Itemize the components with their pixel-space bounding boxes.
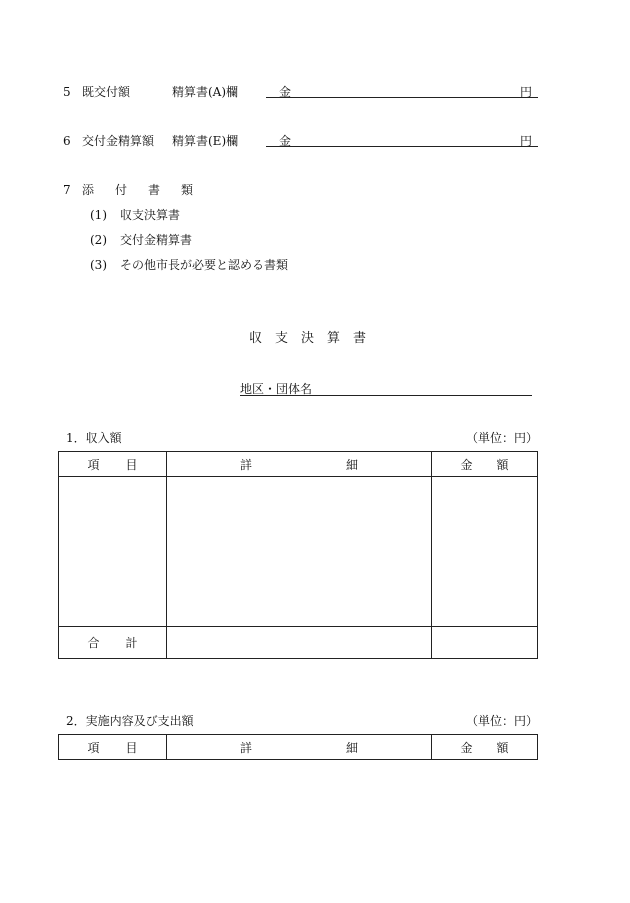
income-total-label: [59, 627, 167, 659]
income-total-amount-cell[interactable]: [432, 627, 538, 659]
item6-yen-prefix: 金: [279, 134, 292, 148]
income-total-char-1: 合: [87, 636, 100, 650]
expense-header-amount-char-2: 額: [496, 740, 509, 755]
income-header-amount-char-1: 金: [460, 457, 473, 472]
item5-yen-prefix: 金: [279, 85, 292, 99]
section2-unit: （単位：円）: [466, 714, 539, 728]
item7-label-char-2: 付: [115, 183, 128, 197]
income-header-detail-char-2: 細: [346, 457, 359, 472]
attachment-text-2: 交付金精算書: [120, 233, 193, 247]
income-body-detail-cell[interactable]: [167, 477, 432, 627]
income-header-item: [59, 452, 167, 477]
income-total-detail-cell[interactable]: [167, 627, 432, 659]
attachment-marker-3: (3): [90, 258, 107, 272]
section2-heading: 2．実施内容及び支出額: [66, 714, 194, 728]
expense-header-detail: [167, 735, 432, 760]
item6-yen-suffix: 円: [520, 134, 533, 148]
expense-header-amount-char-1: 金: [460, 740, 473, 755]
settlement-title-char-2: 支: [275, 331, 289, 346]
section1-unit: （単位：円）: [466, 431, 539, 445]
item7-number: 7: [63, 183, 71, 197]
org-name-label: 地区・団体名: [240, 382, 313, 396]
expense-table-header-row: [59, 735, 538, 760]
income-table-total-row: [59, 627, 538, 659]
item6-number: 6: [63, 134, 71, 148]
attachment-text-3: その他市長が必要と認める書類: [120, 258, 289, 272]
expense-table: [58, 734, 538, 760]
income-header-detail-char-1: 詳: [239, 457, 252, 472]
expense-header-detail-char-1: 詳: [239, 740, 252, 755]
income-body-item-cell[interactable]: [59, 477, 167, 627]
item6-label: 交付金精算額: [82, 134, 155, 148]
settlement-title-char-3: 決: [301, 331, 315, 346]
org-name-line: [240, 381, 532, 396]
settlement-title-char-5: 書: [353, 331, 367, 346]
attachment-marker-1: (1): [90, 208, 107, 222]
expense-header-item-char-2: 目: [125, 740, 138, 755]
item5-label: 既交付額: [82, 85, 131, 99]
item5-yen-suffix: 円: [520, 85, 533, 99]
income-table-header-row: [59, 452, 538, 477]
attachment-marker-2: (2): [90, 233, 107, 247]
expense-header-item: [59, 735, 167, 760]
section1-heading: 1．収入額: [66, 431, 122, 445]
income-table-body-row: [59, 477, 538, 627]
item5-number: 5: [63, 85, 71, 99]
income-table: [58, 451, 538, 659]
income-total-char-2: 計: [125, 636, 138, 650]
expense-header-detail-char-2: 細: [346, 740, 359, 755]
item5-amount-line: [266, 83, 538, 98]
income-header-detail: [167, 452, 432, 477]
item7-label-char-4: 類: [181, 183, 194, 197]
item5-column-ref: 精算書(A)欄: [172, 85, 239, 99]
item6-column-ref: 精算書(E)欄: [172, 134, 239, 148]
item7-label-char-3: 書: [148, 183, 161, 197]
settlement-title-char-1: 収: [249, 331, 263, 346]
item6-amount-line: [266, 132, 538, 147]
income-header-item-char-2: 目: [125, 457, 138, 472]
income-body-amount-cell[interactable]: [432, 477, 538, 627]
income-header-amount: [432, 452, 538, 477]
item7-label-char-1: 添: [82, 183, 95, 197]
expense-header-amount: [432, 735, 538, 760]
settlement-title-char-4: 算: [327, 331, 341, 346]
income-header-amount-char-2: 額: [496, 457, 509, 472]
income-header-item-char-1: 項: [87, 457, 100, 472]
attachment-text-1: 収支決算書: [120, 208, 181, 222]
expense-header-item-char-1: 項: [87, 740, 100, 755]
